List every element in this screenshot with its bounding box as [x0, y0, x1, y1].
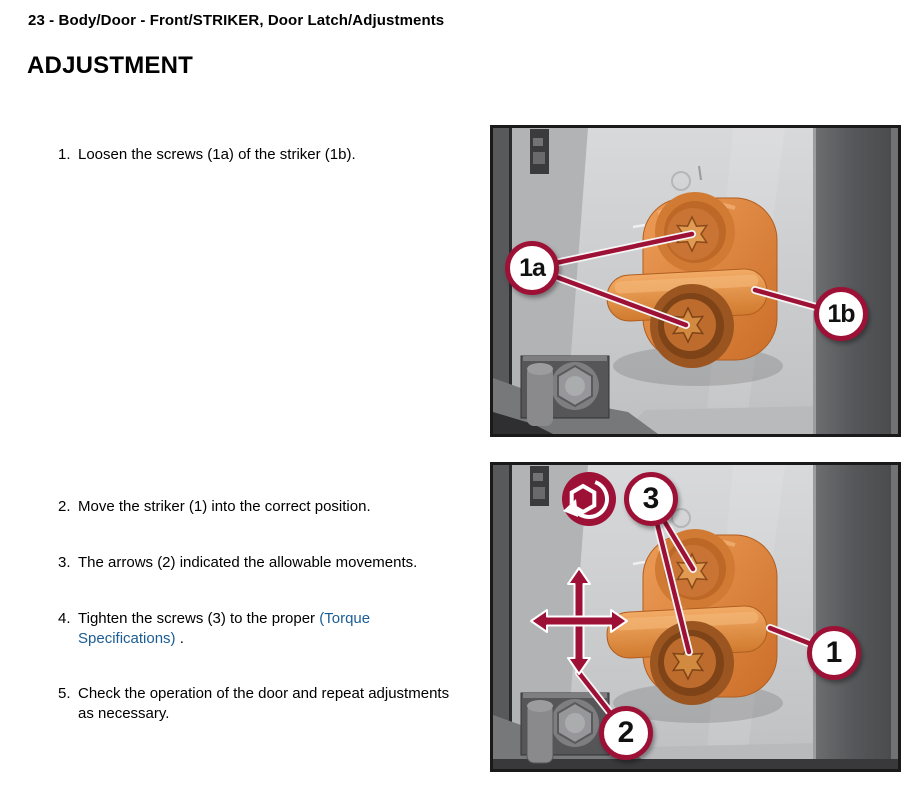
- callout-2: 2: [599, 706, 653, 760]
- step-number: 3.: [58, 554, 71, 571]
- step-number: 4.: [58, 610, 71, 627]
- callout-1a: 1a: [505, 241, 559, 295]
- figure-striker-adjustment: [490, 462, 901, 772]
- step-text: Loosen the screws (1a) of the striker (1b).: [78, 146, 356, 163]
- step-4: [58, 609, 460, 648]
- step-text: [78, 609, 460, 648]
- step-text-before: Tighten the screws (3) to the proper: [78, 610, 320, 627]
- step-1: [58, 145, 460, 165]
- step-text: Move the striker (1) into the correct position.: [78, 498, 371, 515]
- page-title: ADJUSTMENT: [27, 52, 194, 79]
- striker-photo-2: [493, 465, 898, 771]
- torque-symbol-icon: [562, 472, 616, 526]
- callout-3: 3: [624, 472, 678, 526]
- torque-specifications-link[interactable]: (Torque Specifications): [78, 610, 371, 647]
- step-text: The arrows (2) indicated the allowable movements.: [78, 554, 418, 571]
- callout-1b: 1b: [814, 287, 868, 341]
- step-text-after: .: [175, 629, 184, 647]
- step-2: [58, 497, 460, 517]
- step-number: 2.: [58, 498, 71, 515]
- callout-1: 1: [807, 626, 861, 680]
- step-text: Check the operation of the door and repeat adjustments as necessary.: [78, 685, 450, 722]
- step-number: 1.: [58, 146, 71, 163]
- figure-striker-screws: [490, 125, 901, 437]
- step-3: [58, 553, 460, 573]
- breadcrumb-header: 23 - Body/Door - Front/STRIKER, Door Latch/Adjustments: [28, 12, 445, 29]
- step-number: 5.: [58, 685, 71, 702]
- step-5: [58, 684, 460, 723]
